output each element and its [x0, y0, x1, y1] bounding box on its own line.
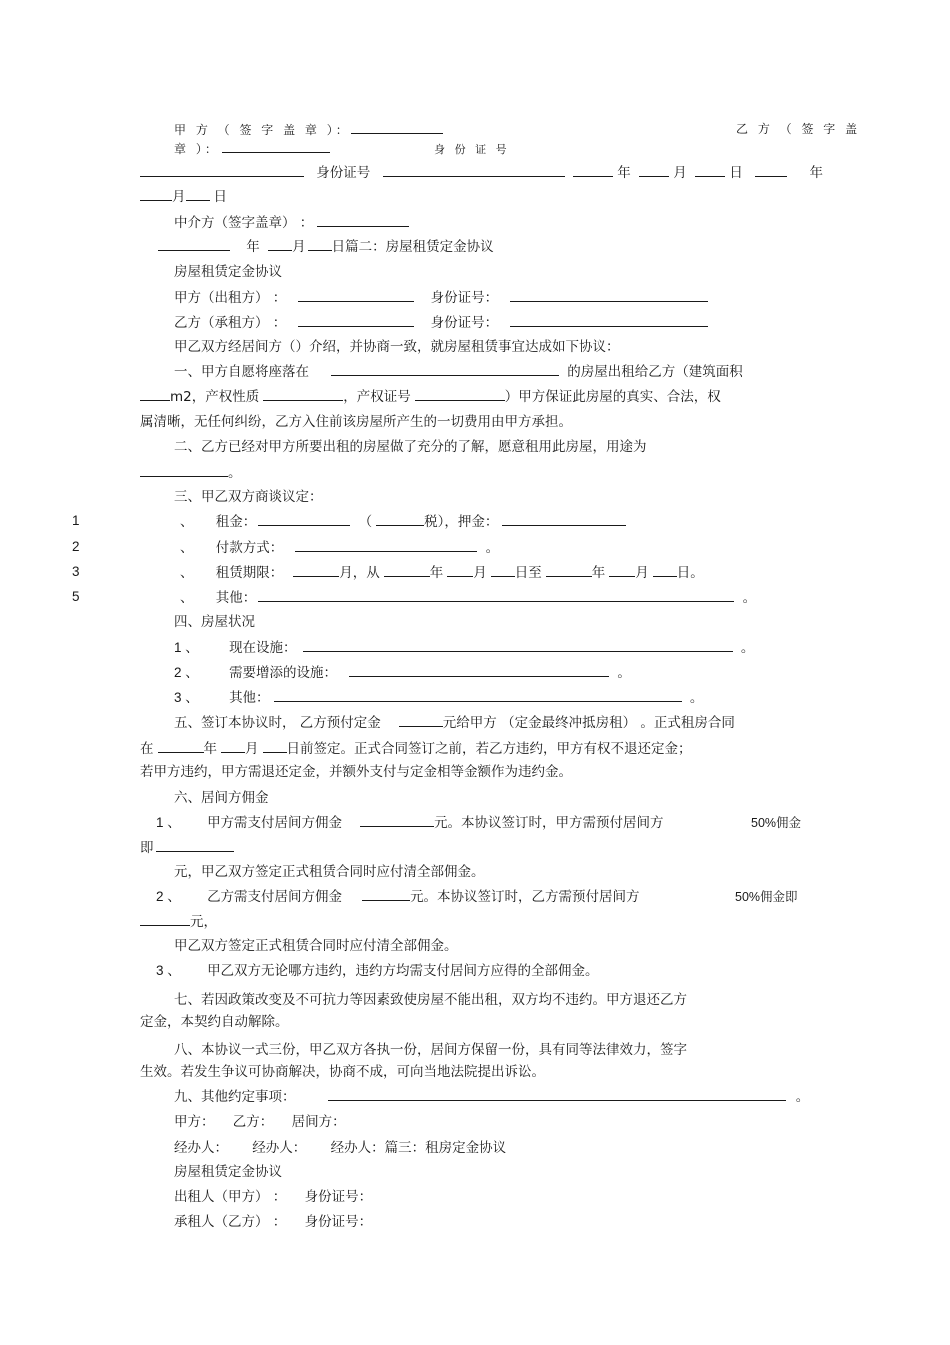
clause-8-line-2: 生效。若发生争议可协商解决，协商不成，可向当地法院提出诉讼。	[140, 1064, 545, 1080]
blank	[510, 313, 708, 327]
blank	[298, 313, 414, 327]
blank	[140, 463, 228, 477]
sig-line-1: 甲 方 （ 签 字 盖 章 ）：	[174, 120, 443, 138]
blank	[298, 288, 414, 302]
clause-9: 九、其他约定事项： 。	[174, 1089, 810, 1105]
blank	[362, 887, 410, 901]
blank	[639, 163, 669, 177]
clause-8-line-1: 八、本协议一式三份，甲乙双方各执一份，居间方保留一份，具有同等法律效力，签字	[174, 1042, 687, 1058]
clause-1-line-3: 属清晰，无任何纠纷，乙方入住前该房屋所产生的一切费用由甲方承担。	[140, 414, 572, 430]
clause-6-3: 3 、 甲乙双方无论哪方违约，违约方均需支付居间方应得的全部佣金。	[156, 963, 599, 979]
item-5-line: 、 其他： 。	[180, 590, 757, 606]
clause-2-line-2: 。	[140, 463, 242, 481]
blank	[510, 288, 708, 302]
item-3-line: 、 租赁期限： 月，从 年 月 日至 年 月 日。	[180, 565, 704, 581]
blank	[303, 638, 733, 652]
clause-6-2-line-1: 2 、 乙方需支付居间方佣金 元。本协议签订时，乙方需预付居间方	[156, 889, 640, 905]
blank	[140, 163, 304, 177]
blank	[573, 163, 613, 177]
clause-4-2: 2 、 需要增添的设施： 。	[174, 665, 631, 681]
blank	[349, 663, 609, 677]
item-2-line: 、 付款方式： 。	[180, 540, 500, 556]
clause-2-line-1: 二、乙方已经对甲方所要出租的房屋做了充分的了解，愿意租用此房屋，用途为	[174, 439, 647, 455]
blank	[755, 163, 787, 177]
clause-6-2-line-2: 元，	[140, 912, 217, 930]
blank	[695, 163, 725, 177]
signature-agents: 经办人： 经办人： 经办人：篇三：租房定金协议	[174, 1140, 507, 1156]
blank	[158, 739, 204, 753]
blank	[415, 387, 505, 401]
doc2-intro: 甲乙双方经居间方（）介绍，并协商一致，就房屋租赁事宜达成如下协议：	[174, 339, 620, 355]
clause-4-1: 1 、 现在设施： 。	[174, 640, 755, 656]
blank	[186, 187, 210, 201]
clause-6-1-line-2: 即	[140, 838, 234, 856]
blank	[268, 237, 292, 251]
doc3-lessee-line: 承租人（乙方） ： 身份证号：	[174, 1214, 373, 1230]
blank	[222, 139, 330, 153]
doc3-lessor-line: 出租人（甲方） ： 身份证号：	[174, 1189, 373, 1205]
clause-1-line-1: 一、甲方自愿将座落在 的房屋出租给乙方（建筑面积	[174, 364, 743, 380]
blank	[221, 739, 245, 753]
blank	[274, 688, 682, 702]
clause-5-line-2: 在 年 月 日前签定。正式合同签订之前，若乙方违约，甲方有权不退还定金；	[140, 741, 692, 757]
sig-line-4: 月 日	[140, 187, 227, 205]
sig-party-b-head: 乙 方 （ 签 字 盖	[736, 122, 861, 136]
clause-4-3: 3 、 其他： 。	[174, 690, 704, 706]
doc2-lessor-line: 甲方（出租方） ： 身份证号：	[174, 288, 708, 306]
clause-1-line-2: m2，产权性质 ，产权证号 ）甲方保证此房屋的真实、合法，权	[140, 387, 721, 405]
blank	[263, 387, 343, 401]
clause-5-line-3: 若甲方违约，甲方需退还定金，并额外支付与定金相等金额作为违约金。	[140, 764, 572, 780]
clause-5-line-1: 五、签订本协议时， 乙方预付定金 元给甲方 （定金最终冲抵房租） 。正式租房合同	[174, 715, 735, 731]
doc2-lessee-line: 乙方（承租方） ： 身份证号：	[174, 313, 708, 331]
blank	[140, 187, 172, 201]
doc3-title: 房屋租赁定金协议	[174, 1164, 282, 1180]
clause-6-2-percent: 50%佣金即	[735, 890, 798, 904]
blank	[376, 512, 424, 526]
clause-6-1-line-1: 1 、 甲方需支付居间方佣金 元。本协议签订时，甲方需预付居间方	[156, 815, 664, 831]
blank	[258, 512, 350, 526]
blank	[317, 213, 409, 227]
blank	[156, 838, 234, 852]
blank	[653, 563, 677, 577]
blank	[447, 563, 473, 577]
sig-date-line: 年 月 日篇二：房屋租赁定金协议	[158, 237, 494, 255]
blank	[263, 739, 287, 753]
clause-6-1-line-3: 元，甲乙双方签定正式租赁合同时应付清全部佣金。	[174, 864, 485, 880]
blank	[360, 813, 434, 827]
item-1-line: 、 租金： （ 税），押金：	[180, 512, 626, 530]
clause-3: 三、甲乙双方商谈议定：	[174, 489, 323, 505]
blank	[258, 588, 734, 602]
clause-4: 四、房屋状况	[174, 614, 255, 630]
blank	[293, 563, 339, 577]
blank	[140, 387, 170, 401]
sig-line-3: 身份证号 年 月 日 年	[140, 163, 823, 181]
blank	[331, 362, 559, 376]
item-3-number: 3	[72, 564, 80, 579]
sig-line-2: 章 ）： 身 份 证 号	[174, 139, 510, 157]
blank	[351, 120, 443, 134]
blank	[399, 713, 443, 727]
doc2-title: 房屋租赁定金协议	[174, 264, 282, 280]
sig-agent-line: 中介方（签字盖章） ：	[174, 213, 409, 231]
blank	[384, 563, 430, 577]
clause-7-line-1: 七、若因政策改变及不可抗力等因素致使房屋不能出租，双方均不违约。甲方退还乙方	[174, 992, 687, 1008]
item-1-number: 1	[72, 513, 80, 528]
blank	[328, 1087, 786, 1101]
item-2-number: 2	[72, 539, 80, 554]
blank	[546, 563, 592, 577]
item-5-number: 5	[72, 589, 80, 604]
clause-6-2-line-3: 甲乙双方签定正式租赁合同时应付清全部佣金。	[174, 938, 458, 954]
blank	[502, 512, 626, 526]
clause-6-1-percent: 50%佣金	[751, 816, 802, 830]
blank	[383, 163, 565, 177]
blank	[308, 237, 332, 251]
blank	[140, 912, 190, 926]
blank	[609, 563, 635, 577]
clause-7-line-2: 定金，本契约自动解除。	[140, 1014, 289, 1030]
blank	[491, 563, 515, 577]
blank	[295, 538, 477, 552]
signature-parties: 甲方： 乙方： 居间方：	[174, 1114, 346, 1130]
blank	[158, 237, 230, 251]
clause-6: 六、居间方佣金	[174, 790, 269, 806]
